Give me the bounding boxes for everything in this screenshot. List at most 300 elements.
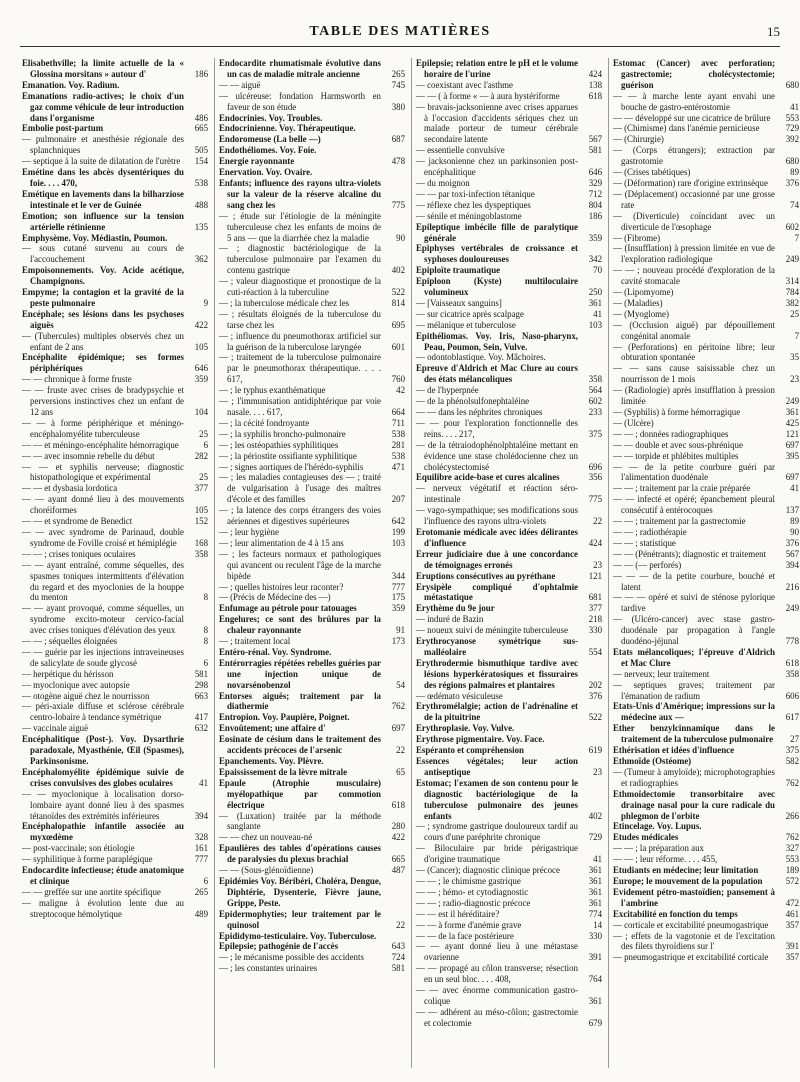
entry-text: — ; résultats éloignés de la tuberculose du tarse chez les <box>219 308 381 330</box>
entry-text: — septique à la suite de dilatation de l'urètre <box>22 156 181 167</box>
entry-text: — induré de Bazin <box>416 614 484 625</box>
index-entry <box>219 843 405 865</box>
entry-text: Erysipèle compliqué d'ophtalmie métastatique <box>416 581 578 603</box>
index-entry <box>416 909 602 920</box>
entry-text: — — ; données radiographiques <box>613 428 729 439</box>
index-entry <box>613 647 799 669</box>
index-entry <box>613 767 799 789</box>
entry-page-number: 329 <box>588 177 602 188</box>
entry-text: — — ayant entraîné, comme séquelles, des spasmes toniques intermittents d'élévation du regard et des myoclonies de la houppe du menton <box>22 559 184 603</box>
entry-page-number: 89 <box>790 516 799 527</box>
entry-page-number: 362 <box>194 254 208 265</box>
index-entry <box>613 429 799 440</box>
entry-text: — pulmonaire et anesthésie régionale des splanchniques <box>22 134 184 156</box>
entry-page-number: 762 <box>391 701 405 712</box>
entry-page-number: 91 <box>396 625 405 636</box>
entry-page-number: 361 <box>588 897 602 908</box>
index-entry <box>416 505 602 527</box>
entry-text: — — aiguë <box>219 79 261 90</box>
entry-text: Entropion. Voy. Paupière, Poignet. <box>219 712 350 723</box>
entry-text: — septiques graves; traitement par l'émanation de radium <box>613 679 775 701</box>
index-entry <box>416 723 602 734</box>
entry-page-number: 538 <box>194 177 208 188</box>
entry-text: Epiphyses vertébrales de croissance et syphoses douloureuses <box>416 243 578 265</box>
index-entry <box>22 549 208 560</box>
entry-text: — — et méningo-encéphalite hémorragique <box>22 439 179 450</box>
entry-text: — (Insufflation) à pression limitée en vue de l'exploration radiologique <box>613 243 775 265</box>
entry-page-number: 729 <box>785 123 799 134</box>
entry-text: — ; signes aortiques de l'hérédo-syphilis <box>219 461 364 472</box>
entry-text: — ; étude sur l'étiologie de la méningite tuberculeuse chez les enfants de moins de 5 ans — que la diarrhée chez la maladie <box>219 210 381 243</box>
entry-page-number: 424 <box>588 537 602 548</box>
entry-page-number: 784 <box>785 287 799 298</box>
entry-page-number: 376 <box>785 537 799 548</box>
entry-page-number: 175 <box>391 592 405 603</box>
index-entry <box>416 200 602 211</box>
entry-page-number: 327 <box>785 843 799 854</box>
entry-page-number: 380 <box>391 101 405 112</box>
entry-page-number: 105 <box>194 341 208 352</box>
entry-page-number: 249 <box>785 396 799 407</box>
entry-text: Emphysème. Voy. Médiastin, Poumon. <box>22 232 168 243</box>
entry-page-number: 417 <box>194 712 208 723</box>
entry-text: Empyme; la contagion et la gravité de la peste pulmonaire <box>22 287 184 308</box>
entry-page-number: 359 <box>194 374 208 385</box>
index-entry <box>22 767 208 789</box>
entry-text: Enfants; influence des rayons ultra-violets sur la valeur de la réserve alcaline du sang chez les <box>219 177 381 210</box>
entry-page-number: 65 <box>396 766 405 777</box>
entry-text: — [Vaisseaux sanguins] <box>416 297 502 308</box>
index-entry <box>219 396 405 418</box>
entry-text: Elisabethville; la limite actuelle de la « Glossina morsitans » autour d' <box>22 58 184 79</box>
index-entry <box>613 167 799 178</box>
entry-page-number: 664 <box>391 407 405 417</box>
entry-page-number: 41 <box>593 308 602 319</box>
entry-page-number: 472 <box>785 897 799 908</box>
entry-page-number: 762 <box>785 777 799 788</box>
index-entry <box>416 472 602 483</box>
entry-text: Ethérisation et idées d'influence <box>613 745 735 756</box>
index-entry <box>219 756 405 767</box>
entry-text: — (Syphilis) à forme hémorragique <box>613 407 741 417</box>
entry-page-number: 606 <box>785 690 799 701</box>
index-entry <box>22 669 208 680</box>
index-entry <box>416 418 602 440</box>
entry-page-number: 711 <box>392 417 405 428</box>
entry-text: Epidémies Voy. Béribéri, Choléra, Dengue, Diphtérie, Dysenterie, Fièvre jaune, Grippe, Peste. <box>219 875 381 908</box>
entry-page-number: 572 <box>785 875 799 886</box>
entry-text: Eosinate de césium dans le traitement des accidents précoces de l'arsenic <box>219 734 381 756</box>
entry-page-number: 505 <box>194 145 208 156</box>
entry-page-number: 489 <box>194 908 208 919</box>
entry-text: Ethmoïdectomie transorbitaire avec drainage nasal pour la cure radicale du phlegmon de l'orbite <box>613 788 775 821</box>
index-entry <box>22 691 208 702</box>
entry-page-number: 617 <box>785 712 799 723</box>
index-entry <box>22 167 208 189</box>
entry-page-number: 567 <box>588 134 602 145</box>
index-entry <box>613 516 799 527</box>
entry-page-number: 282 <box>194 450 208 461</box>
entry-page-number: 23 <box>593 559 602 570</box>
entry-page-number: 375 <box>785 745 799 756</box>
entry-page-number: 391 <box>785 941 799 952</box>
entry-text: — — ; la préparation aux <box>613 843 704 854</box>
index-entry <box>219 472 405 505</box>
entry-page-number: 632 <box>194 723 208 734</box>
index-entry <box>219 636 405 647</box>
entry-page-number: 581 <box>194 668 208 679</box>
entry-text: — — infecté et opéré; épanchement pleural consécutif à entérocoques <box>613 494 775 516</box>
entry-page-number: 582 <box>785 756 799 766</box>
entry-text: Endocardite rhumatismale évolutive dans un cas de maladie mitrale ancienne <box>219 58 381 79</box>
index-entry <box>22 887 208 898</box>
index-entry <box>613 123 799 134</box>
entry-page-number: 375 <box>588 428 602 439</box>
entry-text: Estomac (Cancer) avec perforation; gastrectomie; cholécystectomie; guérison <box>613 58 775 90</box>
entry-text: Empoisonnements. Voy. Acide acétique, Champignons. <box>22 265 184 287</box>
entry-text: — vago-sympathique; ses modifications sous l'influence des rayons ultra-violets <box>416 505 578 527</box>
entry-text: Etudes médicales <box>613 832 679 843</box>
entry-text: Ether benzylcinnamique dans le traitement de la tuberculose pulmonaire <box>613 723 775 745</box>
entry-text: — sur cicatrice après scalpage <box>416 308 524 319</box>
index-column-3 <box>416 58 602 1029</box>
entry-text: Eruptions consécutives au pyréthane <box>416 570 556 581</box>
entry-page-number: 361 <box>588 865 602 876</box>
index-entry <box>416 189 602 200</box>
entry-text: — mélanique et tuberculose <box>416 319 516 330</box>
index-entry <box>219 276 405 298</box>
entry-text: Etats mélancoliques; l'épreuve d'Aldrich et Mac Clure <box>613 646 775 668</box>
index-entry <box>416 920 602 931</box>
index-entry <box>613 571 799 593</box>
index-entry <box>22 189 208 211</box>
entry-page-number: 186 <box>194 68 208 79</box>
index-entry <box>22 265 208 287</box>
index-entry <box>613 145 799 167</box>
entry-text: — (Déformation) rare d'origine extrinsèque <box>613 177 768 188</box>
index-entry <box>22 723 208 734</box>
index-entry <box>219 462 405 473</box>
entry-page-number: 642 <box>391 516 405 527</box>
entry-text: Erythroplasie. Voy. Vulve. <box>416 723 515 734</box>
entry-text: — vaccinale aiguë <box>22 723 89 734</box>
entry-text: — — double et avec sous-phrénique <box>613 439 743 450</box>
entry-page-number: 265 <box>391 68 405 79</box>
index-entry <box>219 385 405 396</box>
entry-text: — — torpide et phlébites multiples <box>613 450 739 461</box>
entry-page-number: 121 <box>588 570 602 581</box>
entry-page-number: 663 <box>194 690 208 701</box>
entry-page-number: 105 <box>194 505 208 516</box>
entry-text: — — fruste avec crises de bradypsychie et perversions instinctives chez un enfant de 12 ans <box>22 385 184 417</box>
entry-text: Encéphalite épidémique; ses formes périphériques <box>22 352 184 374</box>
entry-page-number: 250 <box>588 287 602 298</box>
entry-text: Encéphalopathie infantile associée au myxœdème <box>22 821 184 843</box>
index-entry <box>613 680 799 702</box>
index-entry <box>416 745 602 756</box>
index-entry <box>416 614 602 625</box>
entry-text: — — ; le chimisme gastrique <box>416 875 521 886</box>
entry-page-number: 814 <box>391 297 405 308</box>
index-entry <box>416 211 602 222</box>
index-entry <box>219 614 405 636</box>
entry-text: Emanations radio-actives; le choix d'un gaz comme véhicule de leur introduction dans l'organisme <box>22 90 184 123</box>
index-entry <box>219 876 405 909</box>
index-entry <box>416 243 602 265</box>
entry-page-number: 7 <box>794 330 799 341</box>
entry-text: Ethmoïde (Ostéome) <box>613 756 692 766</box>
index-entry <box>416 571 602 582</box>
index-entry <box>613 342 799 364</box>
entry-page-number: 522 <box>391 287 405 298</box>
index-entry <box>22 560 208 604</box>
entry-text: Erythrodermie bismuthique tardive avec lésions hyperkératosiques et fissuraires des régions palmaires et plantaires <box>416 657 578 690</box>
entry-text: — ; traitement de la tuberculose pulmonaire par le pneumothorax thérapeutique. . . . 617, <box>219 352 381 385</box>
entry-text: — ; diagnostic bactériologique de la tuberculose pulmonaire par l'examen du contenu gastrique <box>219 243 381 276</box>
index-entry <box>219 451 405 462</box>
entry-page-number: 23 <box>593 766 602 777</box>
entry-text: — de l'hyperpnée <box>416 385 479 396</box>
entry-text: Encéphalomyélite épidémique suivie de crises convulsives des globes oculaires <box>22 766 184 788</box>
entry-text: Epreuve d'Aldrich et Mac Clure au cours des états mélancoliques <box>416 363 578 385</box>
entry-text: Entorses aiguës; traitement par la diathermie <box>219 690 381 712</box>
entry-page-number: 358 <box>785 668 799 679</box>
page-title: TABLE DES MATIÈRES <box>309 24 491 39</box>
index-entry <box>613 113 799 124</box>
entry-text: — ; leur hygiène <box>219 526 279 537</box>
entry-page-number: 680 <box>785 156 799 167</box>
index-entry <box>613 821 799 832</box>
index-entry <box>416 80 602 91</box>
index-entry <box>613 309 799 320</box>
index-entry <box>22 287 208 309</box>
entry-text: — (Cancer); diagnostic clinique précoce <box>416 865 560 876</box>
entry-text: — (Maladies) <box>613 297 663 308</box>
index-entry <box>613 363 799 385</box>
index-entry <box>416 222 602 244</box>
entry-text: — — ayant donné lieu à des mouvements choréiformes <box>22 494 184 516</box>
entry-text: — ; quelles histoires leur raconter? <box>219 581 344 592</box>
entry-page-number: 330 <box>588 930 602 941</box>
entry-text: — corticale et excitabilité pneumogastrique <box>613 919 769 930</box>
index-entry <box>219 767 405 778</box>
entry-page-number: 104 <box>194 407 208 417</box>
entry-page-number: 173 <box>391 636 405 647</box>
entry-text: — — (Pénétrants); diagnostic et traitement <box>613 548 767 559</box>
index-entry <box>219 603 405 614</box>
entry-text: — (Myoglome) <box>613 308 669 319</box>
index-entry <box>613 483 799 494</box>
page-number: 15 <box>767 24 780 39</box>
entry-text: — ; traitement local <box>219 636 291 647</box>
entry-text: — — ; nouveau procédé d'exploration de la cavité stomacale <box>613 265 775 287</box>
entry-page-number: 189 <box>785 865 799 876</box>
index-entry <box>219 211 405 244</box>
index-entry <box>416 320 602 331</box>
index-entry <box>219 352 405 385</box>
index-entry <box>219 963 405 974</box>
entry-page-number: 358 <box>588 374 602 385</box>
entry-page-number: 392 <box>785 134 799 145</box>
entry-text: — (Tubercules) multiples observés chez un enfant de 2 ans <box>22 330 184 352</box>
entry-text: — jacksonienne chez un parkinsonien post-encéphalitique <box>416 156 578 178</box>
entry-text: — (Ulcère) <box>613 417 654 428</box>
entry-text: — (Lipomyome) <box>613 287 674 298</box>
entry-page-number: 22 <box>396 745 405 756</box>
index-entry <box>219 123 405 134</box>
index-entry <box>613 876 799 887</box>
index-entry <box>613 701 799 723</box>
index-entry <box>416 1007 602 1029</box>
index-entry <box>22 494 208 516</box>
entry-page-number: 41 <box>199 777 208 788</box>
index-entry <box>613 243 799 265</box>
entry-page-number: 41 <box>593 854 602 865</box>
entry-text: — — adhérent au méso-côlon; gastrectomie et colectomie <box>416 1006 578 1028</box>
entry-page-number: 202 <box>588 679 602 690</box>
index-entry <box>219 243 405 276</box>
entry-page-number: 774 <box>588 908 602 919</box>
entry-text: Entérorragies répétées rebelles guéries par une injection unique de novarsénobenzol <box>219 657 381 690</box>
entry-text: — nerveux végétatif et réaction séro-intestinale <box>416 483 578 505</box>
entry-page-number: 422 <box>194 319 208 330</box>
index-entry <box>219 691 405 713</box>
entry-page-number: 712 <box>588 188 602 199</box>
entry-page-number: 382 <box>785 297 799 308</box>
entry-text: — — développé sur une cicatrice de brûlure <box>613 112 771 123</box>
entry-text: — — et syphilis nerveuse; diagnostic histopathologique et expérimental <box>22 461 184 483</box>
entry-page-number: 161 <box>194 843 208 854</box>
entry-text: — (Perforations) en péritoine libre; leur obturation spontanée <box>613 341 775 363</box>
entry-text: — — ; leur réforme. . . . 455, <box>613 854 718 865</box>
entry-page-number: 695 <box>391 319 405 330</box>
entry-text: — — greffée sur une aortite spécifique <box>22 886 161 897</box>
entry-text: — odontoblastique. Voy. Mâchoires. <box>416 352 546 363</box>
index-entry <box>22 843 208 854</box>
entry-text: Epididymo-testiculaire. Voy. Tuberculose. <box>219 930 377 941</box>
index-entry <box>22 385 208 418</box>
index-entry <box>22 134 208 156</box>
entry-text: Erreur judiciaire due à une concordance de témoignages erronés <box>416 548 578 570</box>
index-entry <box>219 145 405 156</box>
entry-text: — — (Sous-glénoïdienne) <box>219 865 314 876</box>
entry-page-number: 461 <box>785 908 799 919</box>
entry-page-number: 199 <box>391 526 405 537</box>
index-entry <box>613 592 799 614</box>
entry-page-number: 8 <box>203 592 208 603</box>
index-entry <box>416 843 602 865</box>
index-entry <box>22 647 208 669</box>
entry-text: — ; la tuberculose médicale chez les <box>219 297 350 308</box>
index-entry <box>416 483 602 505</box>
entry-text: — œdémato vésiculeuse <box>416 690 503 701</box>
entry-page-number: 361 <box>785 407 799 417</box>
index-entry <box>613 789 799 822</box>
index-entry <box>219 723 405 734</box>
entry-text: Excitabilité en fonction du temps <box>613 908 738 919</box>
entry-page-number: 25 <box>790 308 799 319</box>
entry-page-number: 724 <box>391 952 405 963</box>
entry-text: — péri-axiale diffuse et sclérose cérébrale centro-lobaire à tendance symétrique <box>22 701 184 723</box>
index-entry <box>22 211 208 233</box>
entry-text: — — avec insomnie rebelle du début <box>22 450 155 461</box>
entry-text: — noueux suivi de méningite tuberculeuse <box>416 625 569 636</box>
entry-text: — — et dysbasia lordotica <box>22 483 118 494</box>
entry-page-number: 121 <box>785 428 799 439</box>
entry-text: — ; le typhus exanthématique <box>219 385 326 396</box>
entry-text: — ; valeur diagnostique et pronostique de la cuti-réaction à la tuberculine <box>219 276 381 298</box>
index-entry <box>416 691 602 702</box>
entry-page-number: 54 <box>396 679 405 690</box>
entry-text: — — avec syndrome de Parinaud, double syndrome de Foville croisé et hémiplégie <box>22 526 184 548</box>
entry-page-number: 359 <box>391 603 405 614</box>
entry-page-number: 665 <box>194 123 208 134</box>
index-entry <box>219 909 405 931</box>
entry-text: — — de la face postérieure <box>416 930 514 941</box>
entry-page-number: 344 <box>391 570 405 581</box>
index-entry <box>219 156 405 167</box>
entry-text: — ; les ostéopathies syphilitiques <box>219 439 339 450</box>
entry-page-number: 581 <box>391 963 405 974</box>
entry-text: Embolie post-partum <box>22 123 104 134</box>
entry-text: — — — de la petite courbure, bouché et latent <box>613 570 775 592</box>
entry-text: Enfumage au pétrole pour tatouages <box>219 603 357 614</box>
index-entry <box>613 865 799 876</box>
entry-text: — — est il héréditaire? <box>416 908 500 919</box>
entry-page-number: 602 <box>588 396 602 407</box>
index-entry <box>22 865 208 887</box>
entry-page-number: 402 <box>391 265 405 276</box>
index-entry <box>613 843 799 854</box>
entry-page-number: 553 <box>785 854 799 865</box>
index-entry <box>22 527 208 549</box>
index-entry <box>219 647 405 658</box>
entry-text: Erythrose pigmentaire. Voy. Face. <box>416 734 545 745</box>
entry-page-number: 265 <box>194 886 208 897</box>
entry-text: — réflexe chez les dyspeptiques <box>416 199 531 210</box>
entry-page-number: 601 <box>391 341 405 352</box>
index-entry <box>219 592 405 603</box>
index-entry <box>219 440 405 451</box>
entry-page-number: 777 <box>194 854 208 865</box>
index-entry <box>22 898 208 920</box>
index-entry <box>416 549 602 571</box>
index-entry <box>22 233 208 244</box>
index-entry <box>613 614 799 647</box>
entry-page-number: 328 <box>194 832 208 843</box>
entry-text: — — ; traitement par la gastrectomie <box>613 516 746 527</box>
index-column-2 <box>219 58 405 974</box>
entry-page-number: 233 <box>588 407 602 417</box>
entry-text: Epaississement de la lèvre mitrale <box>219 766 348 777</box>
entry-page-number: 643 <box>391 941 405 952</box>
page-header <box>20 24 780 44</box>
entry-text: — — sans cause saisissable chez un nourrisson de 1 mois <box>613 363 775 385</box>
index-entry <box>416 309 602 320</box>
entry-text: Encéphalitique (Post-). Voy. Dysarthrie paradoxale, Myasthénie, Œil (Spasmes), Parkinsonisme. <box>22 734 184 766</box>
index-entry <box>219 80 405 91</box>
index-entry <box>416 963 602 985</box>
entry-text: Europe; le mouvement de la population <box>613 875 763 886</box>
entry-page-number: 602 <box>785 221 799 232</box>
entry-page-number: 298 <box>194 679 208 690</box>
entry-text: Encéphale; ses lésions dans les psychoses aiguës <box>22 308 184 330</box>
entry-text: Enervation. Voy. Ovaire. <box>219 167 313 178</box>
entry-page-number: 103 <box>391 537 405 548</box>
index-entry <box>613 669 799 680</box>
entry-text: — — ; radiothérapie <box>613 526 687 537</box>
entry-page-number: 342 <box>588 254 602 265</box>
